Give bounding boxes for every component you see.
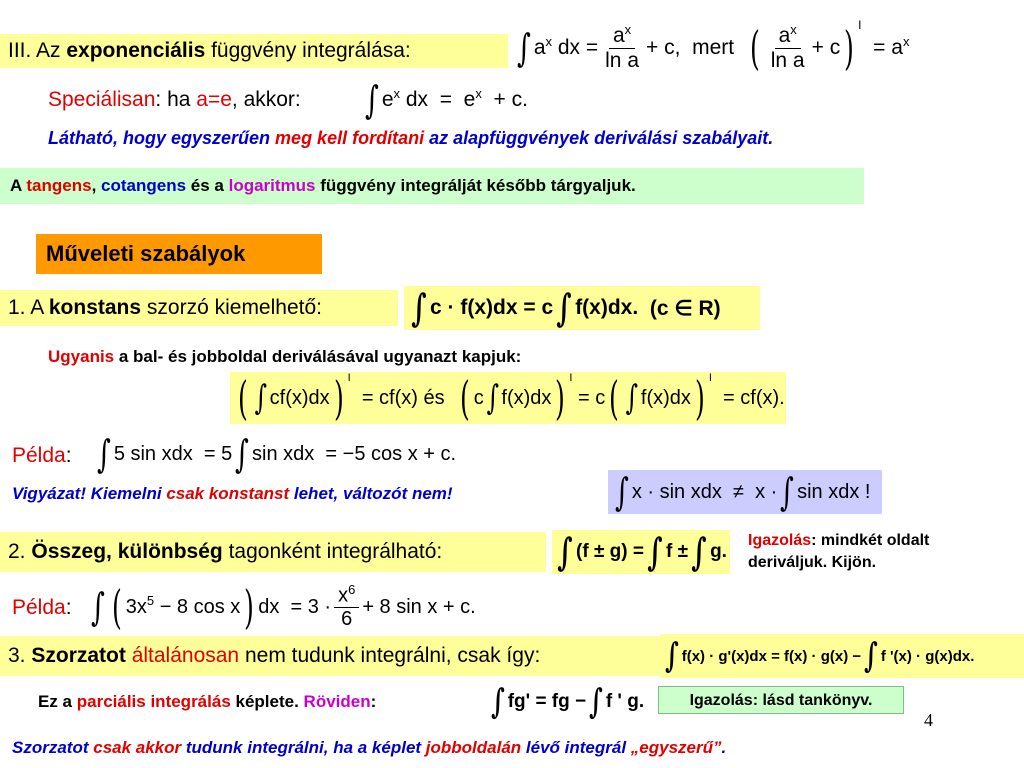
integral-sign-icon: ∫: [557, 529, 573, 574]
derivative-check-formula: ( ∫ cf(x)dx ) $^I$ = cf(x) és ( c ∫ f(x)dx ) $^I$ = c ( ∫ f(x)dx ) $^I$ = cf(x).: [230, 372, 786, 424]
integral-sign-icon: ∫: [780, 470, 795, 514]
integral-sign-icon: ∫: [864, 636, 878, 676]
rule1-heading: 1. A konstans szorzó kiemelhető:: [0, 290, 398, 326]
integral-sign-icon: ∫: [614, 470, 629, 514]
integral-sign-icon: ∫: [490, 682, 505, 722]
integral-sign-icon: ∫: [691, 529, 707, 574]
example1-label: Példa:: [12, 444, 72, 467]
proof-explanation: Ugyanis a bal- és jobboldal deriválásával ugyanazt kapjuk:: [48, 347, 522, 366]
integral-sign-icon: ∫: [364, 78, 379, 122]
integral-sign-icon: ∫: [664, 636, 679, 676]
integral-sign-icon: ∫: [235, 432, 250, 476]
exp-integral-formula: ∫ a $^x$ dx = $\frac{a^x}{\text{ln a}}$ + c, mert ( $\frac{a^x}{\text{ln a}}$ + c ) $^I$ = a $^x$: [516, 18, 910, 75]
integral-sign-icon: ∫: [411, 285, 427, 330]
later-topics-banner: A tangens, cotangens és a logaritmus függvény integrálját később tárgyaljuk.: [0, 168, 864, 204]
page-number: 4: [924, 710, 933, 730]
integral-sign-icon: ∫: [486, 378, 499, 418]
product-rule-formula: ∫ f(x) · g'(x)dx = f(x) · g(x) − ∫ f '(x) · g(x)dx.: [660, 634, 1024, 678]
e-integral-formula: ∫ e $^x$ dx = e $^x$ + c.: [364, 78, 528, 122]
section-title: Műveleti szabályok: [36, 234, 322, 274]
proof-reference-badge: Igazolás: lásd tankönyv.: [658, 686, 904, 714]
partial-integration-short-formula: ∫ fg' = fg − ∫ f ' g.: [490, 682, 645, 722]
integral-sign-icon: ∫: [96, 432, 111, 476]
rule2-heading: 2. Összeg, különbség tagonként integrálható:: [0, 532, 546, 572]
rule1-formula: ∫ c · f(x)dx = c ∫ f(x)dx. (c ∈ R): [404, 286, 760, 330]
integral-sign-icon: ∫: [516, 26, 531, 70]
example1-formula: ∫ 5 sin xdx = 5 ∫ sin xdx = −5 cos x + c.: [96, 432, 457, 476]
integral-sign-icon: ∫: [90, 585, 105, 629]
partial-integration-note: Ez a parciális integrálás képlete. Röviden:: [38, 692, 377, 711]
warning-formula: ∫ x · sin xdx ≠ x · ∫ sin xdx !: [608, 470, 882, 514]
reverse-rule-note: Látható, hogy egyszerűen meg kell fordítani az alapfüggvények deriválási szabályait.: [48, 128, 774, 148]
example2-formula: ∫ ( 3x $^5$ − 8 cos x ) dx = 3 · $\frac{x^6}{6}$ + 8 sin x + c.: [90, 580, 476, 634]
integral-sign-icon: ∫: [589, 682, 603, 722]
integral-sign-icon: ∫: [556, 285, 572, 330]
exp-integration-heading: III. Az exponenciális függvény integrálása:: [0, 34, 508, 68]
special-case-text: Speciálisan: ha a=e, akkor:: [48, 88, 301, 111]
integral-sign-icon: ∫: [647, 529, 663, 574]
integral-sign-icon: ∫: [625, 378, 639, 418]
example2-label: Példa:: [12, 596, 72, 619]
product-integration-condition: Szorzatot csak akkor tudunk integrálni, ha a képlet jobboldalán lévő integrál „egyszerű”.: [12, 738, 727, 757]
rule3-heading: 3. Szorzatot általánosan nem tudunk integrálni, csak így:: [0, 636, 660, 676]
integral-sign-icon: ∫: [254, 378, 268, 418]
proof-note-sum: Igazolás: mindkét oldalt deriváljuk. Kijön.: [748, 532, 930, 571]
warning-note: Vigyázat! Kiemelni csak konstanst lehet, változót nem!: [12, 484, 453, 503]
rule2-formula: ∫ (f ± g) = ∫ f ± ∫ g.: [552, 530, 730, 574]
